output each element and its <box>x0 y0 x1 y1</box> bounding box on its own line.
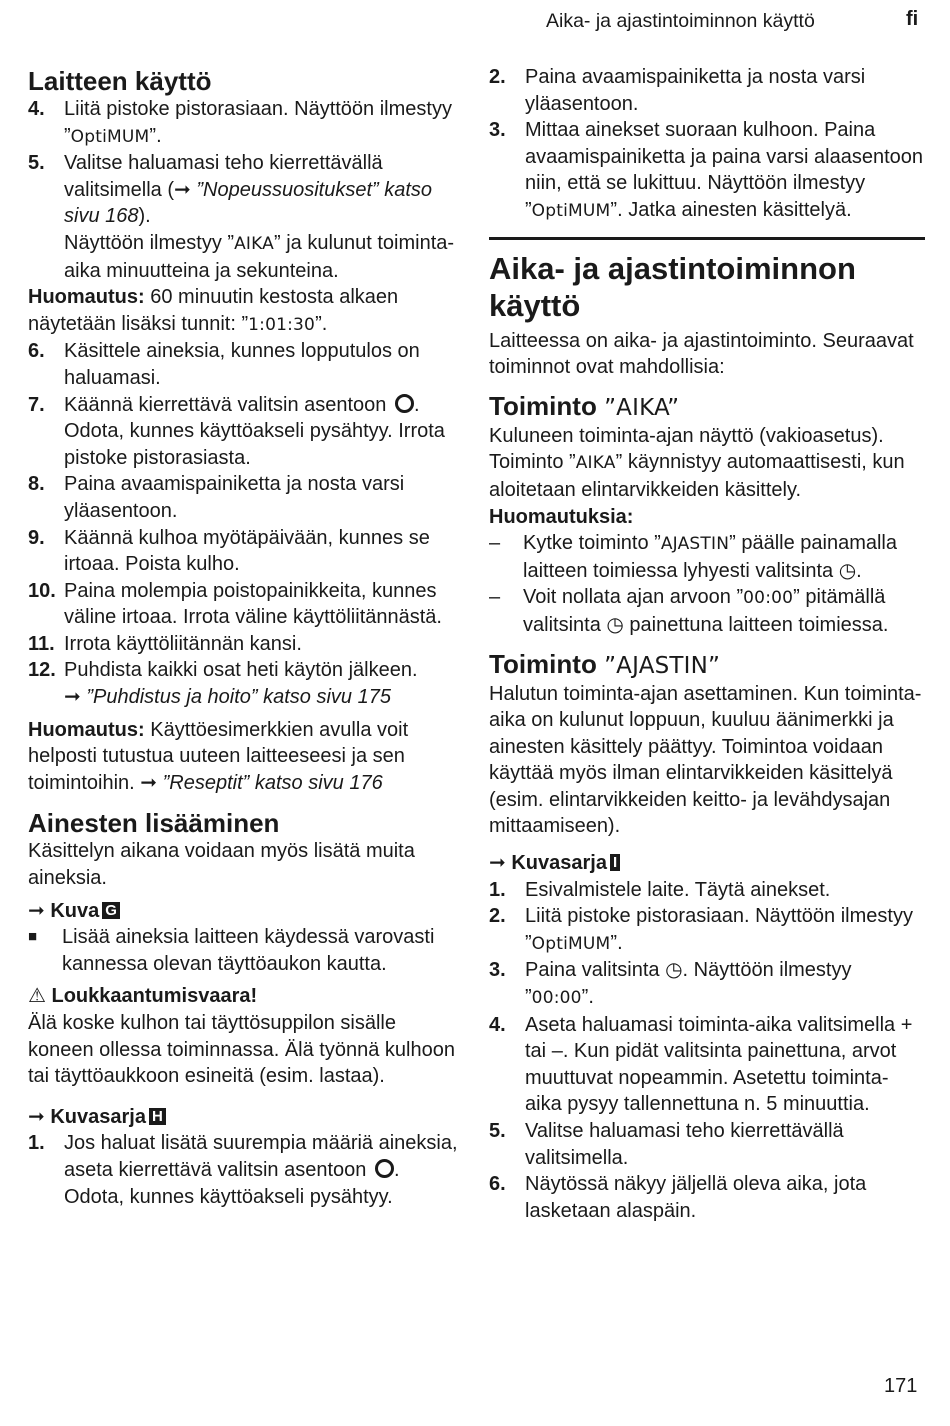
figure-letter-badge: G <box>102 902 120 919</box>
subsection-title-aika: Toiminto ”AIKA” <box>489 390 680 421</box>
list-item: 2. Paina avaamispainiketta ja nosta varsi yläasentoon. <box>489 66 866 115</box>
arrow-right-icon: ➞ <box>28 899 45 922</box>
list-item: 11. Irrota käyttöliitännän kansi. <box>28 632 302 655</box>
cross-reference-link[interactable]: ”Nopeussuositukset” katso sivu 168 <box>64 178 433 228</box>
figure-letter-badge: I <box>610 854 620 871</box>
running-header-title: Aika- ja ajastintoiminnon käyttö <box>546 10 815 32</box>
dash-item: – Kytke toiminto ”AJASTIN” päälle painamalla laitteen toimiessa lyhyesti valitsinta ◷. <box>489 532 897 582</box>
list-item: 6. Käsittele aineksia, kunnes lopputulos on haluamasi. <box>28 340 420 389</box>
chapter-title: Aika- ja ajastintoiminnon käyttö <box>489 250 856 323</box>
warning-heading: ⚠ Loukkaantumisvaara! <box>28 985 258 1008</box>
list-item: 4. Liitä pistoke pistorasiaan. Näyttöön ilmestyy ”OptiMUM”. <box>28 98 452 147</box>
minus-icon: – <box>551 1040 563 1063</box>
list-item: 3. Paina valitsinta ◷. Näyttöön ilmestyy ”00:00”. <box>489 959 852 1009</box>
aika-description: Kuluneen toiminta-ajan näyttö (vakioasetus). Toiminto ”AIKA” käynnistyy automaattisesti, kun aloitetaan elintarvikkeiden käsittely. <box>489 424 905 501</box>
off-position-icon <box>375 1159 394 1178</box>
cross-reference-link[interactable]: ”Reseptit” katso sivu 176 <box>162 771 383 794</box>
timer-icon: ◷ <box>665 959 683 982</box>
arrow-right-icon: ➞ <box>64 686 81 709</box>
figure-letter-badge: H <box>149 1108 166 1125</box>
list-item: 4. Aseta haluamasi toiminta-aika valitsimella + tai –. Kun pidät valitsinta painettuna, arvot muuttuvat nopeammin. Asetettu toiminta-aika pysyy tallennettuna n. 5 minuuttia. <box>489 1013 913 1116</box>
list-item: 1. Jos haluat lisätä suurempia määriä aineksia, aseta kierrettävä valitsin asentoon . Odota, kunnes käyttöakseli pysähtyy. <box>28 1132 458 1208</box>
arrow-right-icon: ➞ <box>140 771 158 794</box>
left-column <box>28 64 464 1210</box>
figure-reference-h: ➞ Kuvasarja H <box>28 1104 464 1131</box>
bullet-item: ■ Lisää aineksia laitteen käydessä varovasti kannessa olevan täyttöaukon kautta. <box>28 924 464 977</box>
list-item: 12. Puhdista kaikki osat heti käytön jälkeen. ➞ ”Puhdistus ja hoito” katso sivu 175 <box>28 657 464 710</box>
list-item: 7. Käännä kierrettävä valitsin asentoon . Odota, kunnes käyttöakseli pysähtyy. Irrota pistoke pistorasiasta. <box>28 393 445 469</box>
section-title-ainesten-lisaaminen: Ainesten lisääminen <box>28 808 280 839</box>
timer-icon: ◷ <box>838 559 857 582</box>
section-divider <box>489 237 925 240</box>
figure-reference-g: ➞ Kuva G <box>28 898 464 925</box>
list-item: 5. Valitse haluamasi teho kierrettävällä valitsimella. <box>489 1120 844 1169</box>
list-item: 10. Paina molempia poistopainikkeita, kunnes väline irtoaa. Irrota väline käyttöliitännästä. <box>28 579 442 629</box>
list-item: 9. Käännä kulhoa myötäpäivään, kunnes se irtoaa. Poista kulho. <box>28 526 430 576</box>
arrow-right-icon: ➞ <box>174 178 191 201</box>
warning-triangle-icon: ⚠ <box>28 985 46 1008</box>
page-number: 171 <box>884 1375 918 1397</box>
off-position-icon <box>395 394 414 413</box>
section-title-laitteen-kaytto: Laitteen käyttö <box>28 66 212 96</box>
page-header <box>0 8 950 36</box>
dash-item: – Voit nollata ajan arvoon ”00:00” pitämällä valitsinta ◷ painettuna laitteen toimiessa. <box>489 586 889 636</box>
subsection-title-ajastin: Toiminto ”AJASTIN” <box>489 648 721 679</box>
list-item: 3. Mittaa ainekset suoraan kulhoon. Paina avaamispainiketta ja paina varsi alaasentoon niin, että se lukittuu. Näyttöön ilmestyy ”OptiMUM”. Jatka ainesten käsittelyä. <box>489 119 924 221</box>
note-paragraph: Huomautus: Käyttöesimerkkien avulla voit helposti tutustua uuteen laitteeseesi ja sen toimintoihin. ➞ ”Reseptit” katso sivu 176 <box>28 717 464 797</box>
warning-text: Älä koske kulhon tai täyttösuppilon sisälle koneen ollessa toiminnassa. Älä työnnä kulhoon tai täyttöaukkoon esineitä (esim. lastaa). <box>28 1012 455 1088</box>
figure-reference-i: ➞ Kuvasarja I <box>489 850 925 877</box>
ajastin-description: Halutun toiminta-ajan asettaminen. Kun toiminta-aika on kulunut loppuun, kuuluu äänimerkki ja ainesten käsittely päättyy. Toimintoa voidaan käyttää myös ilman elintarvikkeiden käsittelyä (esim. elintarvikkeiden keitto- ja levähdysajan mittaamiseen). <box>489 682 922 838</box>
list-item: 1. Esivalmistele laite. Täytä ainekset. <box>489 878 831 901</box>
timer-icon: ◷ <box>606 613 624 636</box>
section-intro: Käsittelyn aikana voidaan myös lisätä muita aineksia. <box>28 840 415 890</box>
chapter-intro: Laitteessa on aika- ja ajastintoiminto. Seuraavat toiminnot ovat mahdollisia: <box>489 329 914 379</box>
note-paragraph: Huomautus: 60 minuutin kestosta alkaen näytetään lisäksi tunnit: ”1:01:30”. <box>28 286 399 335</box>
list-item: 8. Paina avaamispainiketta ja nosta varsi yläasentoon. <box>28 473 405 522</box>
plus-icon: + <box>900 1013 913 1036</box>
list-item: 6. Näytössä näkyy jäljellä oleva aika, jota lasketaan alaspäin. <box>489 1173 867 1222</box>
square-bullet-icon: ■ <box>28 928 38 946</box>
cross-reference-link[interactable]: ”Puhdistus ja hoito” katso sivu 175 <box>86 686 391 709</box>
arrow-right-icon: ➞ <box>28 1105 45 1128</box>
notes-label: Huomautuksia: <box>489 505 634 528</box>
list-item: 2. Liitä pistoke pistorasiaan. Näyttöön ilmestyy ”OptiMUM”. <box>489 905 913 954</box>
right-column <box>489 64 925 1224</box>
list-item: 5. Valitse haluamasi teho kierrettävällä valitsimella (➞ ”Nopeussuositukset” katso sivu 168). Näyttöön ilmestyy ”AIKA” ja kulunut toiminta-aika minuutteina ja sekunteina. <box>28 152 455 282</box>
language-code: fi <box>906 8 919 30</box>
arrow-right-icon: ➞ <box>489 852 506 875</box>
